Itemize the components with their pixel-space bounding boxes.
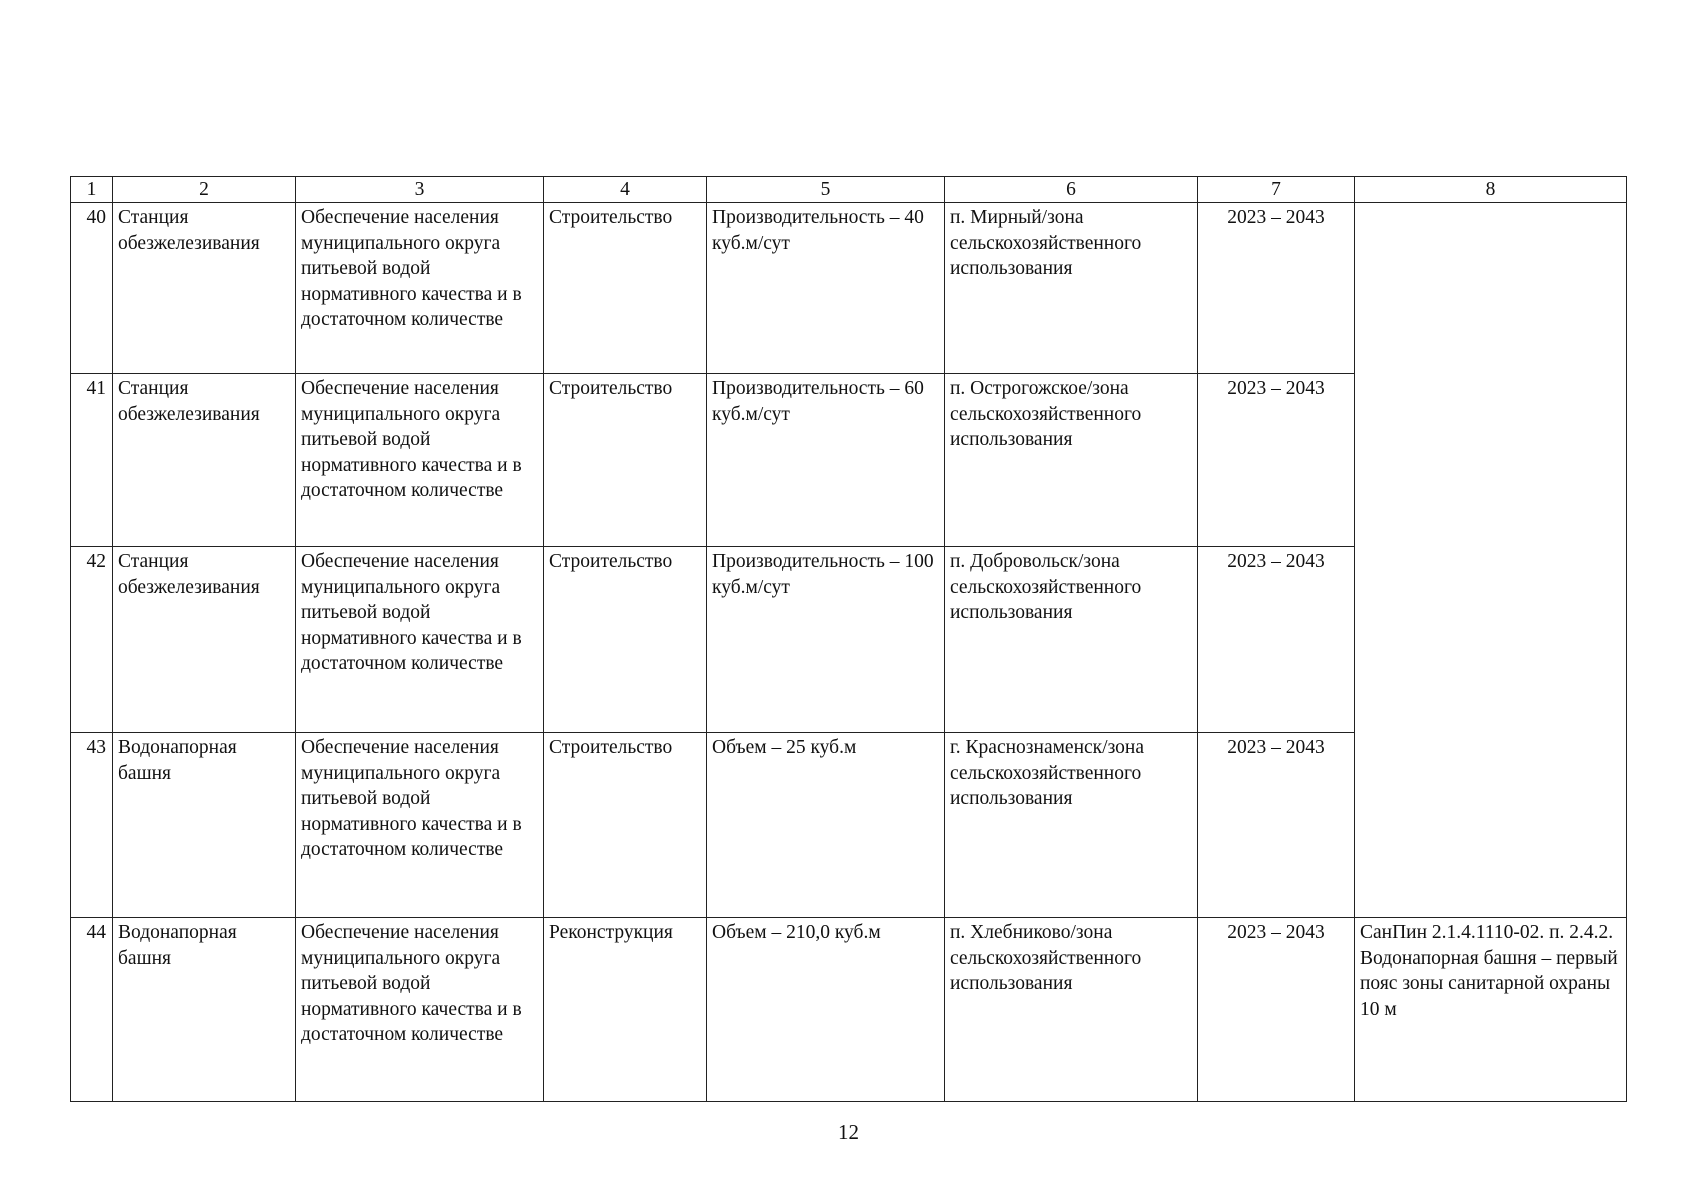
row-number: 42	[71, 547, 113, 733]
location-cell: п. Хлебниково/зона сельскохозяйственного использования	[945, 918, 1198, 1102]
row-number: 40	[71, 203, 113, 374]
characteristics-cell: Производительность – 60 куб.м/сут	[707, 374, 945, 547]
purpose-cell: Обеспечение населения муниципального округа питьевой водой нормативного качества и в достаточном количестве	[296, 918, 544, 1102]
col-header-1: 1	[71, 177, 113, 203]
period-cell: 2023 – 2043	[1198, 918, 1355, 1102]
work-type-cell: Строительство	[544, 733, 707, 918]
work-type-cell: Строительство	[544, 203, 707, 374]
object-name: Водонапорная башня	[113, 918, 296, 1102]
purpose-cell: Обеспечение населения муниципального округа питьевой водой нормативного качества и в достаточном количестве	[296, 547, 544, 733]
object-name: Станция обезжелезивания	[113, 203, 296, 374]
row-number: 44	[71, 918, 113, 1102]
characteristics-cell: Объем – 210,0 куб.м	[707, 918, 945, 1102]
table-row	[71, 918, 1627, 1102]
page-number: 12	[838, 1120, 859, 1144]
col-header-8: 8	[1355, 177, 1627, 203]
header-row	[71, 177, 1627, 203]
location-cell: п. Мирный/зона сельскохозяйственного использования	[945, 203, 1198, 374]
period-cell: 2023 – 2043	[1198, 733, 1355, 918]
location-cell: п. Острогожское/зона сельскохозяйственного использования	[945, 374, 1198, 547]
zone-cell: СанПин 2.1.4.1110-02. п. 2.4.2. Водонапорная башня – первый пояс зоны санитарной охраны 10 м	[1355, 918, 1627, 1102]
object-name: Станция обезжелезивания	[113, 374, 296, 547]
location-cell: г. Краснознаменск/зона сельскохозяйственного использования	[945, 733, 1198, 918]
period-cell: 2023 – 2043	[1198, 547, 1355, 733]
table-row	[71, 203, 1627, 374]
object-name: Водонапорная башня	[113, 733, 296, 918]
work-type-cell: Строительство	[544, 547, 707, 733]
location-cell: п. Добровольск/зона сельскохозяйственного использования	[945, 547, 1198, 733]
col-header-4: 4	[544, 177, 707, 203]
col-header-2: 2	[113, 177, 296, 203]
period-cell: 2023 – 2043	[1198, 203, 1355, 374]
object-name: Станция обезжелезивания	[113, 547, 296, 733]
row-number: 43	[71, 733, 113, 918]
col-header-5: 5	[707, 177, 945, 203]
work-type-cell: Реконструкция	[544, 918, 707, 1102]
period-cell: 2023 – 2043	[1198, 374, 1355, 547]
purpose-cell: Обеспечение населения муниципального округа питьевой водой нормативного качества и в достаточном количестве	[296, 203, 544, 374]
work-type-cell: Строительство	[544, 374, 707, 547]
objects-table	[70, 176, 1627, 1102]
characteristics-cell: Производительность – 40 куб.м/сут	[707, 203, 945, 374]
col-header-6: 6	[945, 177, 1198, 203]
col-header-7: 7	[1198, 177, 1355, 203]
row-number: 41	[71, 374, 113, 547]
zone-cell-merged	[1355, 203, 1627, 918]
purpose-cell: Обеспечение населения муниципального округа питьевой водой нормативного качества и в достаточном количестве	[296, 374, 544, 547]
characteristics-cell: Объем – 25 куб.м	[707, 733, 945, 918]
purpose-cell: Обеспечение населения муниципального округа питьевой водой нормативного качества и в достаточном количестве	[296, 733, 544, 918]
col-header-3: 3	[296, 177, 544, 203]
characteristics-cell: Производительность – 100 куб.м/сут	[707, 547, 945, 733]
